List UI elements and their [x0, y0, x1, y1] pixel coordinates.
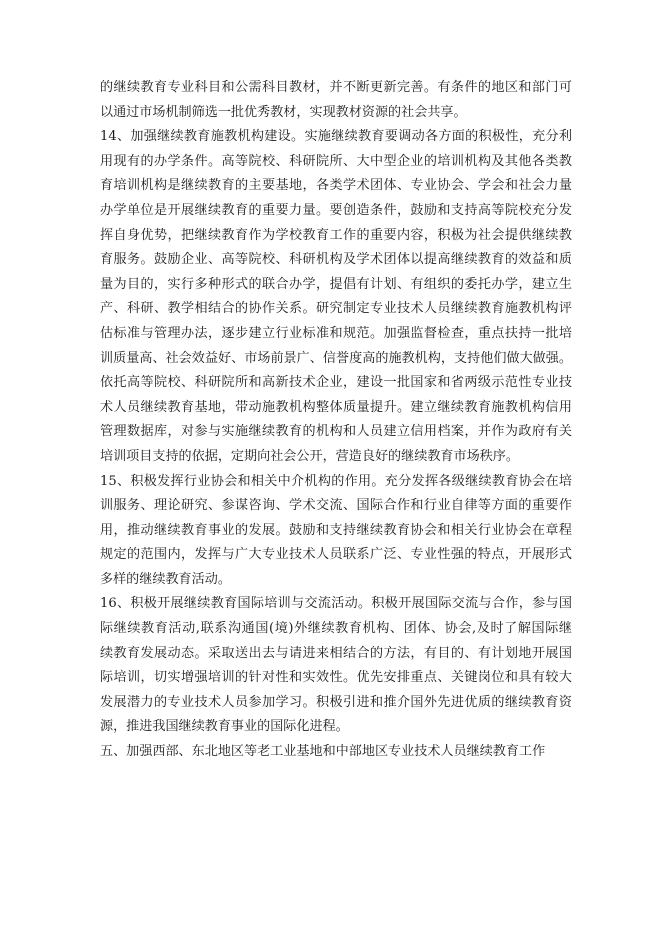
text-line: 训服务、理论研究、参谋咨询、学术交流、国际合作和行业自律等方面的重要作 [100, 498, 572, 514]
text-line: 规定的范围内，发挥与广大专业技术人员联系广泛、专业性强的特点，开展形式 [100, 547, 572, 563]
text-line: 以通过市场机制筛选一批优秀教材，实现教材资源的社会共享。 [100, 104, 467, 120]
text-line: 15、积极发挥行业协会和相关中介机构的作用。充分发挥各级继续教育协会在培 [100, 473, 572, 489]
section-heading: 五、加强西部、东北地区等老工业基地和中部地区专业技术人员继续教育工作 [100, 744, 546, 760]
text-line: 多样的继续教育活动。 [100, 571, 231, 587]
text-line: 16、积极开展继续教育国际培训与交流活动。积极开展国际交流与合作，参与国 [100, 596, 572, 612]
text-line: 用现有的办学条件。高等院校、科研院所、大中型企业的培训机构及其他各类教 [100, 153, 572, 169]
text-line: 的继续教育专业科目和公需科目教材，并不断更新完善。有条件的地区和部门可 [100, 80, 572, 95]
text-line: 育培训机构是继续教育的主要基地，各类学术团体、专业协会、学会和社会力量 [100, 178, 572, 194]
text-line: 估标准与管理办法，逐步建立行业标准和规范。加强监督检查，重点扶持一批培 [100, 325, 572, 341]
text-line: 育服务。鼓励企业、高等院校、科研机构及学术团体以提高继续教育的效益和质 [100, 252, 572, 268]
text-line: 术人员继续教育基地，带动施教机构整体质量提升。建立继续教育施教机构信用 [100, 399, 572, 415]
text-line: 办学单位是开展继续教育的重要力量。要创造条件，鼓励和支持高等院校充分发 [100, 202, 572, 218]
text-line: 培训项目支持的依据，定期向社会公开，营造良好的继续教育市场秩序。 [100, 448, 519, 464]
text-line: 训质量高、社会效益好、市场前景广、信誉度高的施教机构，支持他们做大做强。 [100, 350, 572, 366]
text-line: 14、加强继续教育施教机构建设。实施继续教育要调动各方面的积极性，充分利 [100, 129, 572, 145]
document-page [100, 76, 572, 765]
text-line: 用，推动继续教育事业的发展。鼓励和支持继续教育协会和相关行业协会在章程 [100, 522, 572, 538]
text-line: 依托高等院校、科研院所和高新技术企业，建设一批国家和省两级示范性专业技 [100, 375, 572, 391]
text-line: 产、科研、教学相结合的协作关系。研究制定专业技术人员继续教育施教机构评 [100, 301, 572, 317]
text-line: 续教育发展动态。采取送出去与请进来相结合的方法，有目的、有计划地开展国 [100, 645, 572, 661]
text-line: 量为目的，实行多种形式的联合办学，提倡有计划、有组织的委托办学，建立生 [100, 276, 572, 292]
text-line: 挥自身优势，把继续教育作为学校教育工作的重要内容，积极为社会提供继续教 [100, 227, 572, 243]
text-line: 际培训，切实增强培训的针对性和实效性。优先安排重点、关键岗位和具有较大 [100, 670, 572, 686]
text-line: 发展潜力的专业技术人员参加学习。积极引进和推介国外先进优质的继续教育资 [100, 694, 572, 710]
text-line: 管理数据库，对参与实施继续教育的机构和人员建立信用档案，并作为政府有关 [100, 424, 572, 440]
text-line: 际继续教育活动,联系沟通国(境)外继续教育机构、团体、协会,及时了解国际继 [100, 621, 572, 637]
text-line: 源，推进我国继续教育事业的国际化进程。 [100, 719, 349, 735]
